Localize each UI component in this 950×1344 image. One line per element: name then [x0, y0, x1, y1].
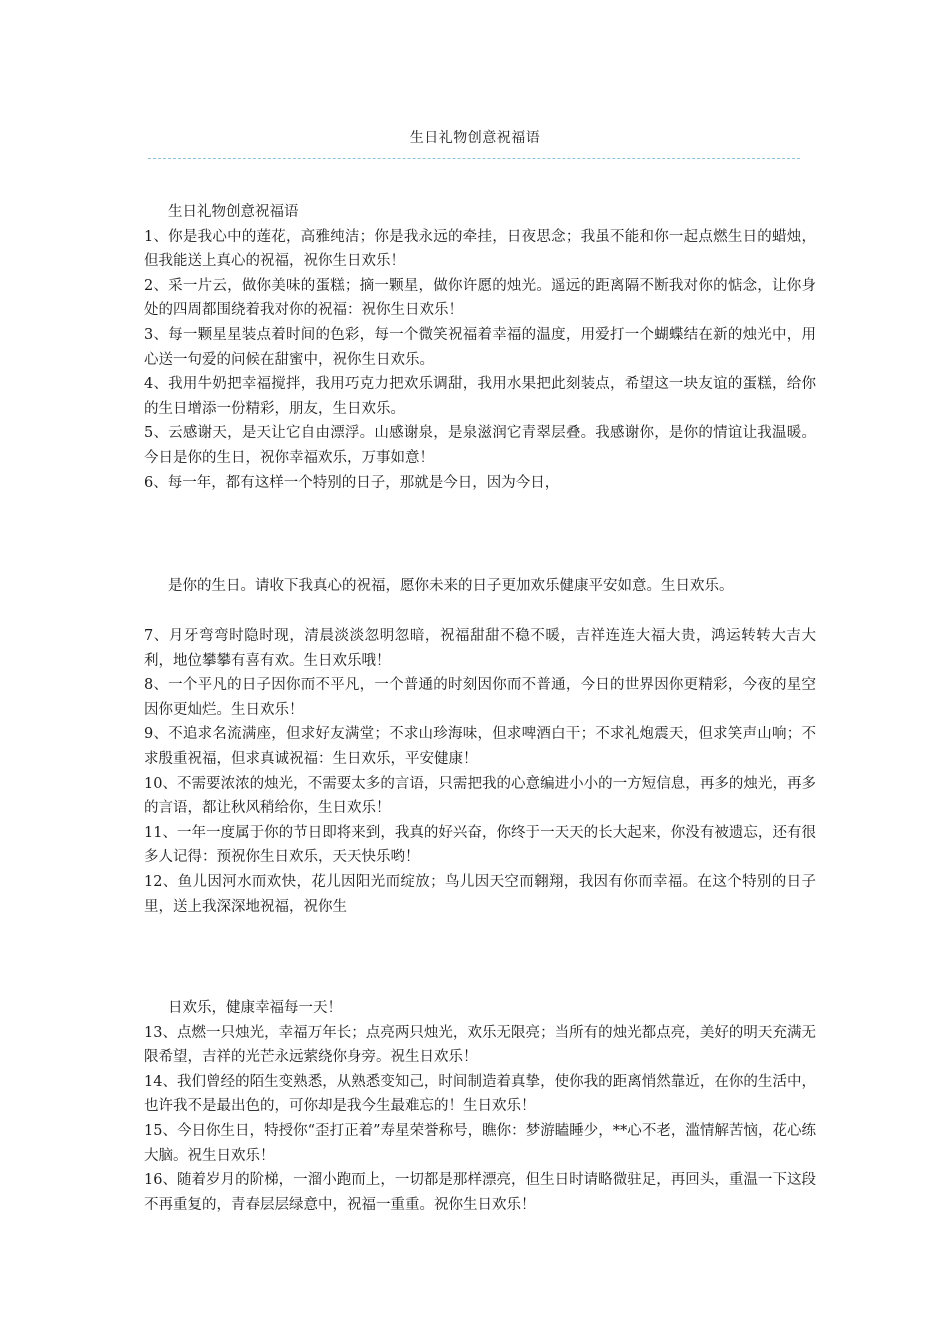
blessing-item-2: 2、采一片云，做你美味的蛋糕；摘一颗星，做你许愿的烛光。遥远的距离隔不断我对你的惦念，让你身处的四周都围绕着我对你的祝福：祝你生日欢乐！ — [144, 277, 816, 319]
blessing-item-1: 1、你是我心中的莲花，高雅纯洁；你是我永远的牵挂，日夜思念；我虽不能和你一起点燃生日的蜡烛，但我能送上真心的祝福，祝你生日欢乐！ — [144, 228, 816, 270]
content-block-4 — [144, 996, 816, 1217]
title-divider — [148, 158, 800, 159]
blessing-item-15: 15、今日你生日，特授你“歪打正着”寿星荣誉称号，瞧你：梦游瞌睡少，**心不老，滥情解苦恼，花心练大脑。祝生日欢乐！ — [144, 1122, 816, 1164]
blessing-item-11: 11、一年一度属于你的节日即将来到，我真的好兴奋，你终于一天天的长大起来，你没有被遗忘，还有很多人记得：预祝你生日欢乐，天天快乐哟！ — [144, 824, 816, 866]
content-block-3 — [144, 624, 816, 919]
blessing-item-9: 9、不追求名流满座，但求好友满堂；不求山珍海味，但求啤酒白干；不求礼炮震天，但求笑声山响；不求殷重祝福，但求真诚祝福：生日欢乐，平安健康！ — [144, 726, 816, 767]
blessing-continuation-1: 是你的生日。请收下我真心的祝福，愿你未来的日子更加欢乐健康平安如意。生日欢乐。 — [168, 578, 734, 594]
blessing-continuation-2: 日欢乐，健康幸福每一天！ — [168, 1000, 342, 1016]
document-title: 生日礼物创意祝福语 — [409, 130, 541, 146]
blessing-item-8: 8、一个平凡的日子因你而不平凡，一个普通的时刻因你而不普通，今日的世界因你更精彩，今夜的星空因你更灿烂。生日欢乐！ — [144, 677, 816, 718]
content-block-2 — [144, 574, 816, 599]
blessing-item-6: 6、每一年，都有这样一个特别的日子，那就是今日，因为今日， — [144, 474, 560, 491]
blessing-item-12: 12、鱼儿因河水而欢快，花儿因阳光而绽放；鸟儿因天空而翱翔，我因有你而幸福。在这个特别的日子里，送上我深深地祝福，祝你生 — [144, 873, 816, 915]
blessing-item-10: 10、不需要浓浓的烛光，不需要太多的言语，只需把我的心意编进小小的一方短信息，再多的烛光，再多的言语，都让秋风稍给你，生日欢乐！ — [144, 775, 816, 817]
blessing-item-4: 4、我用牛奶把幸福搅拌，我用巧克力把欢乐调甜，我用水果把此刻装点，希望这一块友谊的蛋糕，给你的生日增添一份精彩，朋友，生日欢乐。 — [144, 376, 816, 417]
section-heading: 生日礼物创意祝福语 — [168, 204, 299, 220]
blessing-item-13: 13、点燃一只烛光，幸福万年长；点亮两只烛光，欢乐无限亮；当所有的烛光都点亮，美好的明天充满无限希望，吉祥的光芒永远萦绕你身旁。祝生日欢乐！ — [144, 1024, 816, 1066]
blessing-item-16: 16、随着岁月的阶梯，一溜小跑而上，一切都是那样漂亮，但生日时请略微驻足，再回头，重温一下这段不再重复的，青春层层绿意中，祝福一重重。祝你生日欢乐！ — [144, 1172, 816, 1213]
content-block-1 — [144, 200, 816, 495]
blessing-item-7: 7、月牙弯弯时隐时现，清晨淡淡忽明忽暗，祝福甜甜不稳不暖，吉祥连连大福大贵，鸿运转转大吉大利，地位攀攀有喜有欢。生日欢乐哦！ — [144, 628, 816, 669]
blessing-item-3: 3、每一颗星星装点着时间的色彩，每一个微笑祝福着幸福的温度，用爱打一个蝴蝶结在新的烛光中，用心送一句爱的问候在甜蜜中，祝你生日欢乐。 — [144, 326, 816, 368]
blessing-item-14: 14、我们曾经的陌生变熟悉，从熟悉变知己，时间制造着真挚，使你我的距离悄然靠近，在你的生活中，也许我不是最出色的，可你却是我今生最难忘的！生日欢乐！ — [144, 1073, 816, 1115]
blessing-item-5: 5、云感谢天，是天让它自由漂浮。山感谢泉，是泉滋润它青翠层叠。我感谢你，是你的情谊让我温暖。今日是你的生日，祝你幸福欢乐，万事如意！ — [144, 425, 816, 466]
